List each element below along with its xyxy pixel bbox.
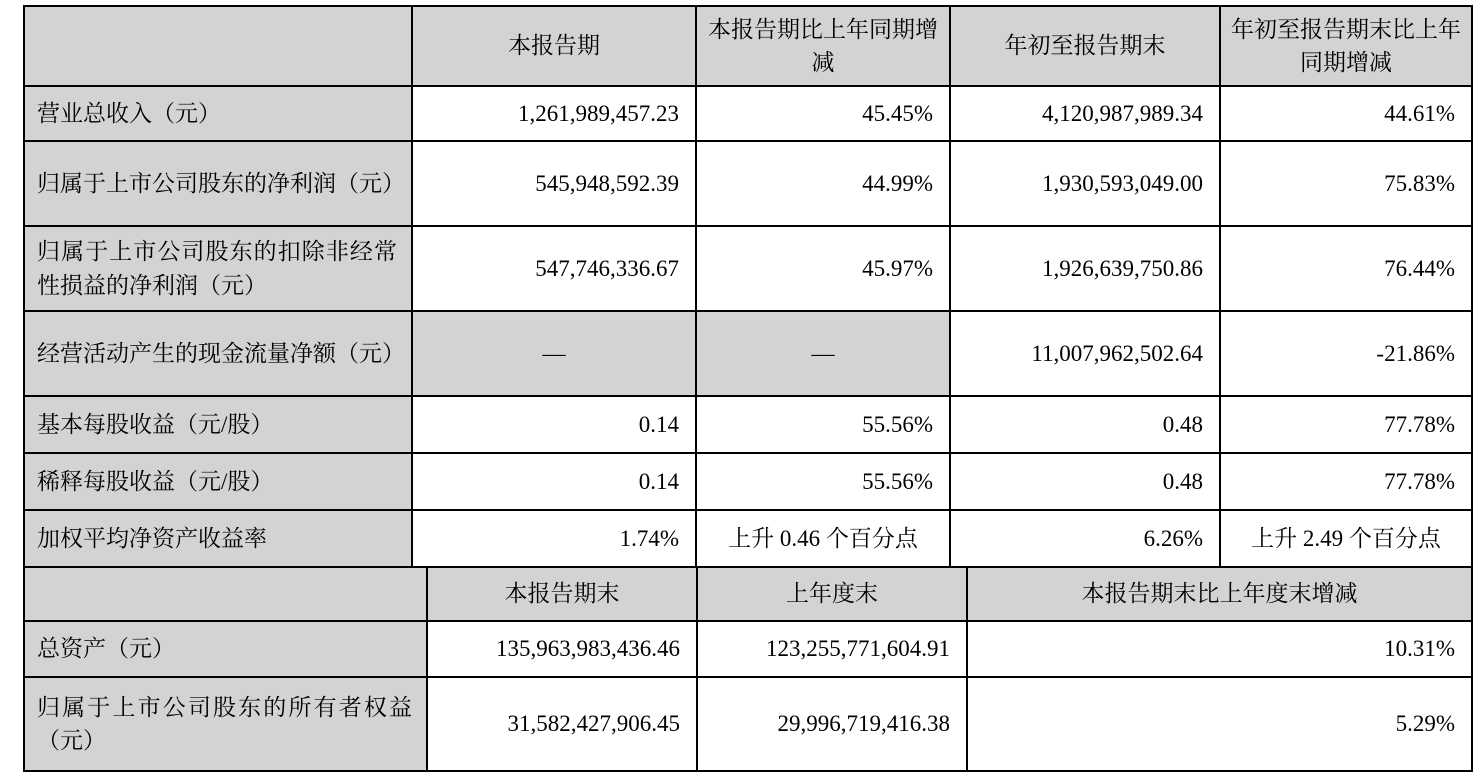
cell-end-of-prior-year: 123,255,771,604.91 bbox=[697, 621, 967, 677]
cell-ytd: 4,120,987,989.34 bbox=[950, 86, 1220, 141]
cell-current: 545,948,592.39 bbox=[412, 141, 696, 226]
cell-ytd: 6.26% bbox=[950, 510, 1220, 567]
cell-ytd-yoy-points: 上升 2.49 个百分点 bbox=[1220, 510, 1472, 567]
cell-end-of-prior-year: 29,996,719,416.38 bbox=[697, 677, 967, 771]
column-header-change: 本报告期末比上年度末增减 bbox=[967, 567, 1472, 621]
column-header-ytd: 年初至报告期末 bbox=[950, 6, 1220, 86]
row-label: 归属于上市公司股东的所有者权益（元） bbox=[24, 677, 427, 771]
table-row-equity-attributable bbox=[24, 677, 1472, 771]
cell-ytd-yoy: 75.83% bbox=[1220, 141, 1472, 226]
cell-yoy-points: 上升 0.46 个百分点 bbox=[696, 510, 950, 567]
table-row-net-profit bbox=[24, 141, 1472, 226]
cell-change: 10.31% bbox=[967, 621, 1472, 677]
cell-current: 1,261,989,457.23 bbox=[412, 86, 696, 141]
corner-cell bbox=[24, 6, 412, 86]
cell-yoy: 44.99% bbox=[696, 141, 950, 226]
row-label: 基本每股收益（元/股） bbox=[24, 396, 412, 453]
table-row-net-profit-excl-nonrecurring bbox=[24, 226, 1472, 311]
cell-end-of-period: 31,582,427,906.45 bbox=[427, 677, 697, 771]
cell-end-of-period: 135,963,983,436.46 bbox=[427, 621, 697, 677]
cell-ytd-yoy: 77.78% bbox=[1220, 396, 1472, 453]
table-row-operating-cash-flow bbox=[24, 311, 1472, 396]
row-label: 总资产（元） bbox=[24, 621, 427, 677]
cell-current: 0.14 bbox=[412, 453, 696, 510]
cell-ytd: 11,007,962,502.64 bbox=[950, 311, 1220, 396]
table-row-basic-eps bbox=[24, 396, 1472, 453]
table-row-total-revenue bbox=[24, 86, 1472, 141]
period-indicators-table bbox=[23, 5, 1473, 568]
row-label: 加权平均净资产收益率 bbox=[24, 510, 412, 567]
cell-change: 5.29% bbox=[967, 677, 1472, 771]
row-label: 营业总收入（元） bbox=[24, 86, 412, 141]
cell-ytd: 1,926,639,750.86 bbox=[950, 226, 1220, 311]
column-header-ytd-yoy: 年初至报告期末比上年同期增减 bbox=[1220, 6, 1472, 86]
position-indicators-table bbox=[23, 566, 1473, 772]
cell-yoy-dash: — bbox=[696, 311, 950, 396]
column-header-current-period-yoy: 本报告期比上年同期增减 bbox=[696, 6, 950, 86]
cell-yoy: 55.56% bbox=[696, 453, 950, 510]
cell-ytd-yoy: 77.78% bbox=[1220, 453, 1472, 510]
corner-cell bbox=[24, 567, 427, 621]
position-header-row bbox=[24, 567, 1472, 621]
key-financials-table bbox=[23, 5, 1471, 772]
cell-yoy: 45.97% bbox=[696, 226, 950, 311]
period-header-row bbox=[24, 6, 1472, 86]
cell-ytd: 0.48 bbox=[950, 453, 1220, 510]
column-header-current-period: 本报告期 bbox=[412, 6, 696, 86]
column-header-end-of-period: 本报告期末 bbox=[427, 567, 697, 621]
cell-ytd: 0.48 bbox=[950, 396, 1220, 453]
cell-ytd: 1,930,593,049.00 bbox=[950, 141, 1220, 226]
cell-current: 547,746,336.67 bbox=[412, 226, 696, 311]
row-label: 归属于上市公司股东的扣除非经常性损益的净利润（元） bbox=[24, 226, 412, 311]
row-label: 稀释每股收益（元/股） bbox=[24, 453, 412, 510]
cell-current-dash: — bbox=[412, 311, 696, 396]
table-row-diluted-eps bbox=[24, 453, 1472, 510]
cell-ytd-yoy: -21.86% bbox=[1220, 311, 1472, 396]
cell-ytd-yoy: 76.44% bbox=[1220, 226, 1472, 311]
column-header-end-of-prior-year: 上年度末 bbox=[697, 567, 967, 621]
cell-yoy: 55.56% bbox=[696, 396, 950, 453]
cell-yoy: 45.45% bbox=[696, 86, 950, 141]
table-row-total-assets bbox=[24, 621, 1472, 677]
row-label: 经营活动产生的现金流量净额（元） bbox=[24, 311, 412, 396]
cell-ytd-yoy: 44.61% bbox=[1220, 86, 1472, 141]
row-label: 归属于上市公司股东的净利润（元） bbox=[24, 141, 412, 226]
cell-current: 0.14 bbox=[412, 396, 696, 453]
table-row-weighted-avg-roe bbox=[24, 510, 1472, 567]
cell-current: 1.74% bbox=[412, 510, 696, 567]
